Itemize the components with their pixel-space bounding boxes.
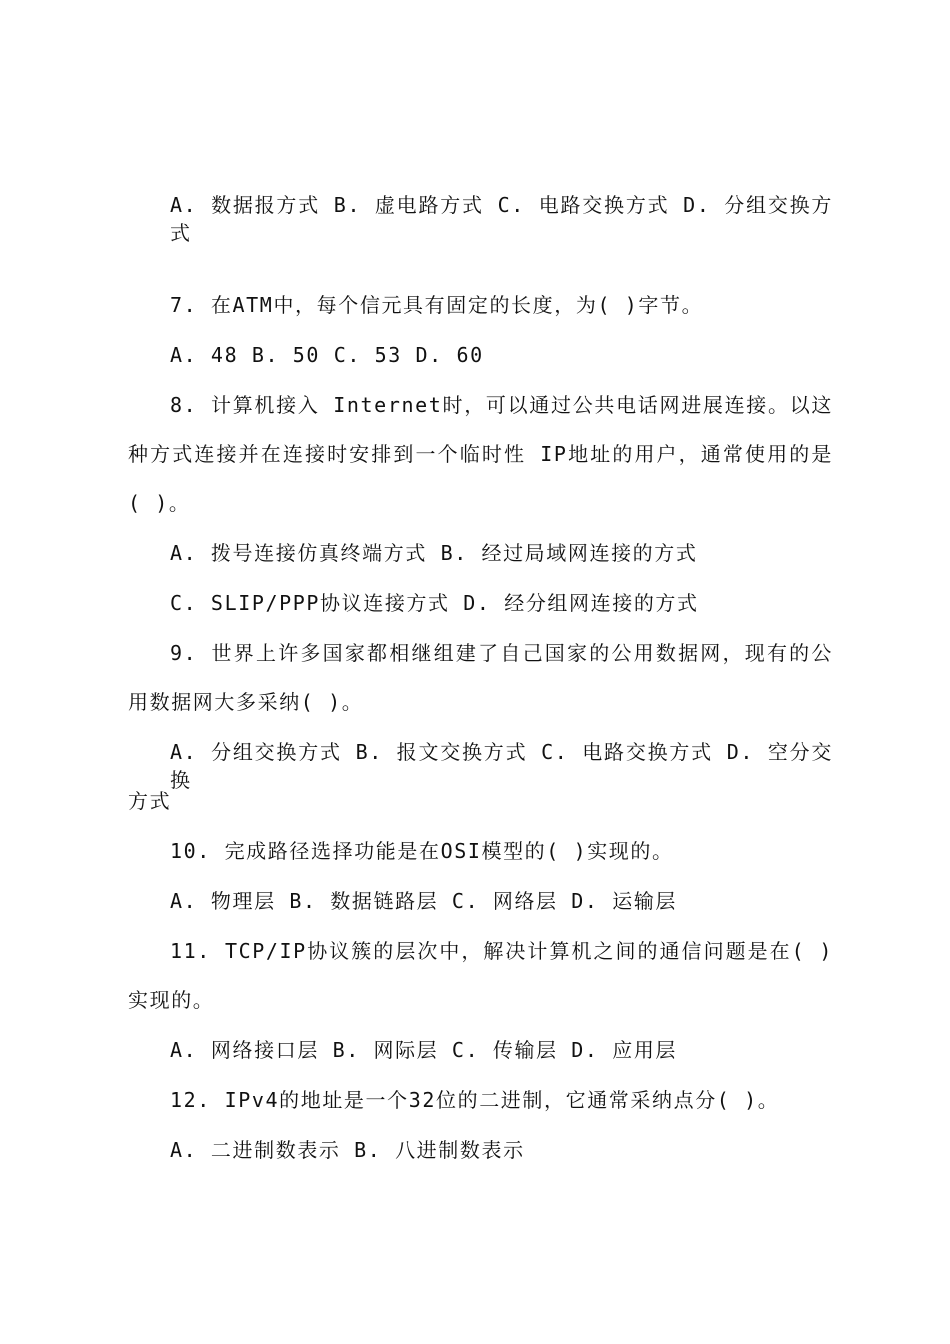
q11-question-line1: 11. TCP/IP协议簇的层次中，解决计算机之间的通信问题是在( ) — [170, 939, 833, 963]
q8-question-line1: 8. 计算机接入 Internet时，可以通过公共电话网进展连接。以这 — [170, 393, 833, 417]
q8-question-line2: 种方式连接并在连接时安排到一个临时性 IP地址的用户，通常使用的是 — [128, 442, 833, 466]
q8-options-line2: C. SLIP/PPP协议连接方式 D. 经分组网连接的方式 — [170, 591, 699, 615]
q8-question-line3: ( )。 — [128, 491, 191, 515]
q9-question-line2: 用数据网大多采纳( )。 — [128, 690, 364, 714]
q6-options: A. 数据报方式 B. 虚电路方式 C. 电路交换方式 D. 分组交换方式 — [170, 193, 833, 245]
q11-options: A. 网络接口层 B. 网际层 C. 传输层 D. 应用层 — [170, 1038, 678, 1062]
q9-options-line1: A. 分组交换方式 B. 报文交换方式 C. 电路交换方式 D. 空分交换 — [170, 740, 833, 792]
q12-question: 12. IPv4的地址是一个32位的二进制，它通常采纳点分( )。 — [170, 1088, 780, 1112]
q7-question: 7. 在ATM中，每个信元具有固定的长度，为( )字节。 — [170, 293, 704, 317]
q10-options: A. 物理层 B. 数据链路层 C. 网络层 D. 运输层 — [170, 889, 678, 913]
q9-question-line1: 9. 世界上许多国家都相继组建了自己国家的公用数据网，现有的公 — [170, 641, 833, 665]
q8-options-line1: A. 拨号连接仿真终端方式 B. 经过局域网连接的方式 — [170, 541, 698, 565]
q10-question: 10. 完成路径选择功能是在OSI模型的( )实现的。 — [170, 839, 674, 863]
q12-options: A. 二进制数表示 B. 八进制数表示 — [170, 1138, 525, 1162]
q11-question-line2: 实现的。 — [128, 988, 215, 1012]
q9-options-line2: 方式 — [128, 789, 172, 813]
q7-options: A. 48 B. 50 C. 53 D. 60 — [170, 343, 484, 367]
